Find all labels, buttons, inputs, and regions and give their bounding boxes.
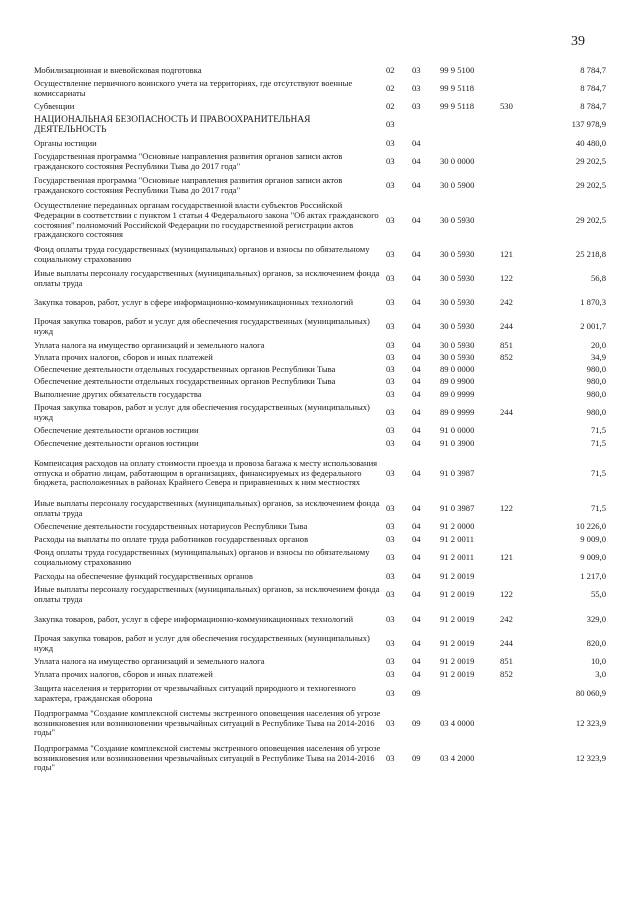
table-row (34, 521, 608, 533)
amount: 980,0 (586, 388, 606, 399)
amount: 25 218,8 (575, 249, 606, 260)
subsection-code: 04 (412, 376, 421, 387)
target-article-code: 91 2 0011 (440, 533, 475, 544)
target-article-code: 89 0 9999 (440, 388, 475, 399)
target-article-code: 91 2 0019 (440, 656, 475, 667)
row-description: Уплата налога на имущество организаций и земельного налога (34, 339, 265, 350)
table-row (34, 198, 608, 243)
subsection-code: 04 (412, 407, 421, 418)
table-row (34, 339, 608, 352)
section-code: 03 (386, 467, 395, 478)
target-article-code: 91 2 0019 (440, 570, 475, 581)
table-row (34, 113, 608, 137)
table-row (34, 706, 608, 741)
row-description: Обеспечение деятельности отдельных государственных органов Республики Тыва (34, 376, 336, 387)
row-description: Уплата прочих налогов, сборов и иных платежей (34, 668, 213, 679)
target-article-code: 91 2 0019 (440, 613, 475, 624)
table-row (34, 174, 608, 198)
subsection-code: 04 (412, 214, 421, 225)
subsection-code: 04 (412, 589, 421, 600)
row-description: Закупка товаров, работ, услуг в сфере информационно-коммуникационных технологий (34, 297, 354, 308)
table-row (34, 497, 608, 521)
subsection-code: 04 (412, 339, 421, 350)
section-code: 02 (386, 82, 395, 93)
target-article-code: 91 0 3987 (440, 503, 475, 514)
subsection-code: 04 (412, 137, 421, 148)
row-description: Органы юстиции (34, 137, 97, 148)
subsection-code: 04 (412, 638, 421, 649)
target-article-code: 91 2 0000 (440, 521, 475, 532)
section-code: 02 (386, 64, 395, 75)
subsection-code: 03 (412, 100, 421, 111)
subsection-code: 04 (412, 156, 421, 167)
table-row (34, 656, 608, 668)
amount: 980,0 (586, 376, 606, 387)
amount: 71,5 (590, 503, 606, 514)
section-code: 03 (386, 752, 395, 763)
row-description: Обеспечение деятельности органов юстиции (34, 425, 199, 436)
section-code: 03 (386, 425, 395, 436)
row-description: Уплата прочих налогов, сборов и иных платежей (34, 352, 213, 363)
table-row (34, 352, 608, 364)
table-row (34, 570, 608, 583)
amount: 10,0 (590, 656, 606, 667)
row-description: Иные выплаты персоналу государственных (муниципальных) органов, за исключением фонда оплаты труда (34, 268, 380, 288)
amount: 820,0 (586, 638, 606, 649)
section-code: 03 (386, 638, 395, 649)
section-code: 03 (386, 214, 395, 225)
subsection-code: 04 (412, 273, 421, 284)
section-code: 03 (386, 521, 395, 532)
section-code: 03 (386, 552, 395, 563)
table-row (34, 583, 608, 607)
row-description: Осуществление переданных органам государственной власти субъектов Российской Федерации в соответствии с пунктом 1 статьи 4 Федерального закона "Об актах гражданского состояния" полномочий Российской Федерации по государственной регистрации актов гражданского состояния (34, 200, 379, 240)
target-article-code: 03 4 2000 (440, 752, 475, 763)
section-code: 03 (386, 687, 395, 698)
expense-type-code: 242 (500, 297, 513, 308)
table-row (34, 100, 608, 113)
subsection-code: 04 (412, 437, 421, 448)
expense-type-code: 121 (500, 552, 513, 563)
amount: 56,8 (590, 273, 606, 284)
target-article-code: 91 2 0019 (440, 589, 475, 600)
section-code: 03 (386, 503, 395, 514)
row-description: Выполнение других обязательств государства (34, 388, 202, 399)
table-row (34, 364, 608, 376)
table-row (34, 77, 608, 100)
expense-type-code: 851 (500, 339, 513, 350)
page-number: 39 (571, 34, 585, 49)
row-description: Прочая закупка товаров, работ и услуг для обеспечения государственных (муниципальных) нужд (34, 633, 370, 653)
table-row (34, 681, 608, 706)
amount: 3,0 (595, 668, 606, 679)
amount: 34,9 (590, 352, 606, 363)
amount: 8 784,7 (580, 64, 606, 75)
subsection-code: 04 (412, 613, 421, 624)
table-row (34, 607, 608, 632)
expense-type-code: 122 (500, 273, 513, 284)
subsection-code: 04 (412, 321, 421, 332)
expense-type-code: 244 (500, 638, 513, 649)
section-code: 03 (386, 180, 395, 191)
row-description: Обеспечение деятельности государственных нотариусов Республики Тыва (34, 521, 308, 532)
subsection-code: 04 (412, 180, 421, 191)
target-article-code: 91 2 0011 (440, 552, 475, 563)
table-row (34, 741, 608, 776)
amount: 1 217,0 (580, 570, 606, 581)
amount: 980,0 (586, 364, 606, 375)
section-code: 03 (386, 273, 395, 284)
target-article-code: 03 4 0000 (440, 717, 475, 728)
table-row (34, 137, 608, 150)
amount: 8 784,7 (580, 82, 606, 93)
section-code: 03 (386, 589, 395, 600)
section-code: 03 (386, 339, 395, 350)
row-description: Обеспечение деятельности отдельных государственных органов Республики Тыва (34, 364, 336, 375)
section-code: 03 (386, 656, 395, 667)
amount: 40 480,0 (575, 137, 606, 148)
target-article-code: 91 0 3900 (440, 437, 475, 448)
row-description: Мобилизационная и вневойсковая подготовка (34, 64, 202, 75)
row-description: Фонд оплаты труда государственных (муниципальных) органов и взносы по обязательному социальному страхованию (34, 244, 370, 264)
section-code: 03 (386, 352, 395, 363)
row-description: Государственная программа "Основные направления развития органов записи актов гражданского состояния Республики Тыва до 2017 года" (34, 175, 343, 195)
subsection-code: 04 (412, 352, 421, 363)
subsection-code: 04 (412, 656, 421, 667)
subsection-code: 04 (412, 364, 421, 375)
section-code: 03 (386, 668, 395, 679)
table-row (34, 388, 608, 401)
subsection-code: 04 (412, 467, 421, 478)
section-code: 03 (386, 717, 395, 728)
row-description: Иные выплаты персоналу государственных (муниципальных) органов, за исключением фонда оплаты труда (34, 584, 380, 604)
target-article-code: 30 0 5930 (440, 273, 475, 284)
expense-type-code: 530 (500, 100, 513, 111)
section-code: 03 (386, 321, 395, 332)
expense-type-code: 244 (500, 321, 513, 332)
target-article-code: 91 2 0019 (440, 668, 475, 679)
subsection-code: 03 (412, 64, 421, 75)
row-description: Фонд оплаты труда государственных (муниципальных) органов и взносы по обязательному социальному страхованию (34, 547, 370, 567)
section-code: 03 (386, 297, 395, 308)
section-code: 03 (386, 376, 395, 387)
subsection-code: 04 (412, 297, 421, 308)
subsection-code: 04 (412, 570, 421, 581)
amount: 12 323,9 (575, 717, 606, 728)
table-row (34, 243, 608, 267)
table-row (34, 425, 608, 437)
row-description: Закупка товаров, работ, услуг в сфере информационно-коммуникационных технологий (34, 613, 354, 624)
section-code: 03 (386, 249, 395, 260)
row-description: Подпрограмма "Создание комплексной системы экстренного оповещения населения об угрозе возникновения или возникновении чрезвычайных ситуаций в Республике Тыва на 2014-2016 годы" (34, 708, 381, 738)
target-article-code: 30 0 5930 (440, 249, 475, 260)
section-code: 03 (386, 137, 395, 148)
table-row (34, 668, 608, 681)
amount: 9 009,0 (580, 552, 606, 563)
table-row (34, 632, 608, 656)
row-description: НАЦИОНАЛЬНАЯ БЕЗОПАСНОСТЬ И ПРАВООХРАНИТЕЛЬНАЯ ДЕЯТЕЛЬНОСТЬ (34, 115, 311, 135)
target-article-code: 30 0 5930 (440, 297, 475, 308)
target-article-code: 91 0 0000 (440, 425, 475, 436)
target-article-code: 99 9 5118 (440, 82, 475, 93)
amount: 71,5 (590, 425, 606, 436)
amount: 9 009,0 (580, 533, 606, 544)
amount: 12 323,9 (575, 752, 606, 763)
target-article-code: 30 0 5930 (440, 321, 475, 332)
table-row (34, 376, 608, 388)
amount: 137 978,9 (571, 119, 606, 130)
amount: 29 202,5 (575, 156, 606, 167)
target-article-code: 99 9 5118 (440, 100, 475, 111)
amount: 10 226,0 (575, 521, 606, 532)
subsection-code: 04 (412, 249, 421, 260)
target-article-code: 30 0 5930 (440, 339, 475, 350)
target-article-code: 89 0 9900 (440, 376, 475, 387)
row-description: Государственная программа "Основные направления развития органов записи актов гражданского состояния Республики Тыва до 2017 года" (34, 151, 343, 171)
table-row (34, 450, 608, 497)
expense-type-code: 852 (500, 352, 513, 363)
amount: 71,5 (590, 437, 606, 448)
amount: 20,0 (590, 339, 606, 350)
row-description: Иные выплаты персоналу государственных (муниципальных) органов, за исключением фонда оплаты труда (34, 498, 380, 518)
section-code: 03 (386, 407, 395, 418)
target-article-code: 99 9 5100 (440, 64, 475, 75)
amount: 55,0 (590, 589, 606, 600)
expense-type-code: 121 (500, 249, 513, 260)
subsection-code: 04 (412, 425, 421, 436)
section-code: 03 (386, 533, 395, 544)
target-article-code: 89 0 0000 (440, 364, 475, 375)
subsection-code: 03 (412, 82, 421, 93)
expense-type-code: 851 (500, 656, 513, 667)
table-row (34, 533, 608, 546)
row-description: Расходы на выплаты по оплате труда работников государственных органов (34, 533, 309, 544)
amount: 980,0 (586, 407, 606, 418)
target-article-code: 30 0 5930 (440, 214, 475, 225)
section-code: 02 (386, 100, 395, 111)
target-article-code: 30 0 0000 (440, 156, 475, 167)
section-code: 03 (386, 570, 395, 581)
row-description: Подпрограмма "Создание комплексной системы экстренного оповещения населения об угрозе возникновения или возникновении чрезвычайных ситуаций в Республике Тыва на 2014-2016 годы" (34, 743, 381, 773)
subsection-code: 04 (412, 533, 421, 544)
target-article-code: 89 0 9999 (440, 407, 475, 418)
expense-type-code: 122 (500, 503, 513, 514)
section-code: 03 (386, 156, 395, 167)
expense-type-code: 244 (500, 407, 513, 418)
table-row (34, 150, 608, 174)
table-row (34, 437, 608, 450)
subsection-code: 09 (412, 752, 421, 763)
budget-table (34, 64, 608, 776)
table-row (34, 267, 608, 291)
row-description: Уплата налога на имущество организаций и земельного налога (34, 656, 265, 667)
subsection-code: 09 (412, 687, 421, 698)
target-article-code: 91 2 0019 (440, 638, 475, 649)
row-description: Защита населения и территории от чрезвычайных ситуаций природного и техногенного характера, гражданская оборона (34, 682, 356, 703)
target-article-code: 91 0 3987 (440, 467, 475, 478)
section-code: 03 (386, 364, 395, 375)
amount: 29 202,5 (575, 214, 606, 225)
amount: 80 060,9 (575, 687, 606, 698)
expense-type-code: 242 (500, 613, 513, 624)
row-description: Осуществление первичного воинского учета на территориях, где отсутствуют военные комиссариаты (34, 77, 353, 98)
row-description: Прочая закупка товаров, работ и услуг для обеспечения государственных (муниципальных) нужд (34, 316, 370, 336)
amount: 1 870,3 (580, 297, 606, 308)
row-description: Прочая закупка товаров, работ и услуг для обеспечения государственных (муниципальных) нужд (34, 402, 370, 422)
table-row (34, 291, 608, 315)
subsection-code: 04 (412, 503, 421, 514)
table-row (34, 64, 608, 77)
amount: 2 001,7 (580, 321, 606, 332)
amount: 71,5 (590, 467, 606, 478)
table-row (34, 401, 608, 425)
amount: 329,0 (586, 613, 606, 624)
row-description: Субвенции (34, 100, 75, 111)
subsection-code: 09 (412, 717, 421, 728)
section-code: 03 (386, 119, 395, 130)
subsection-code: 04 (412, 668, 421, 679)
subsection-code: 04 (412, 388, 421, 399)
subsection-code: 04 (412, 552, 421, 563)
section-code: 03 (386, 388, 395, 399)
amount: 29 202,5 (575, 180, 606, 191)
expense-type-code: 122 (500, 589, 513, 600)
row-description: Компенсация расходов на оплату стоимости проезда и провоза багажа к месту использования отпуска и обратно лицам, работающим в организациях, финансируемых из федерального бюджета, расположенных в районах Крайнего Севера и приравненных к ним местностях (34, 458, 378, 488)
target-article-code: 30 0 5930 (440, 352, 475, 363)
row-description: Обеспечение деятельности органов юстиции (34, 437, 199, 448)
section-code: 03 (386, 613, 395, 624)
subsection-code: 04 (412, 521, 421, 532)
table-row (34, 546, 608, 570)
section-code: 03 (386, 437, 395, 448)
row-description: Расходы на обеспечение функций государственных органов (34, 570, 253, 581)
table-row (34, 315, 608, 339)
expense-type-code: 852 (500, 668, 513, 679)
target-article-code: 30 0 5900 (440, 180, 475, 191)
amount: 8 784,7 (580, 100, 606, 111)
